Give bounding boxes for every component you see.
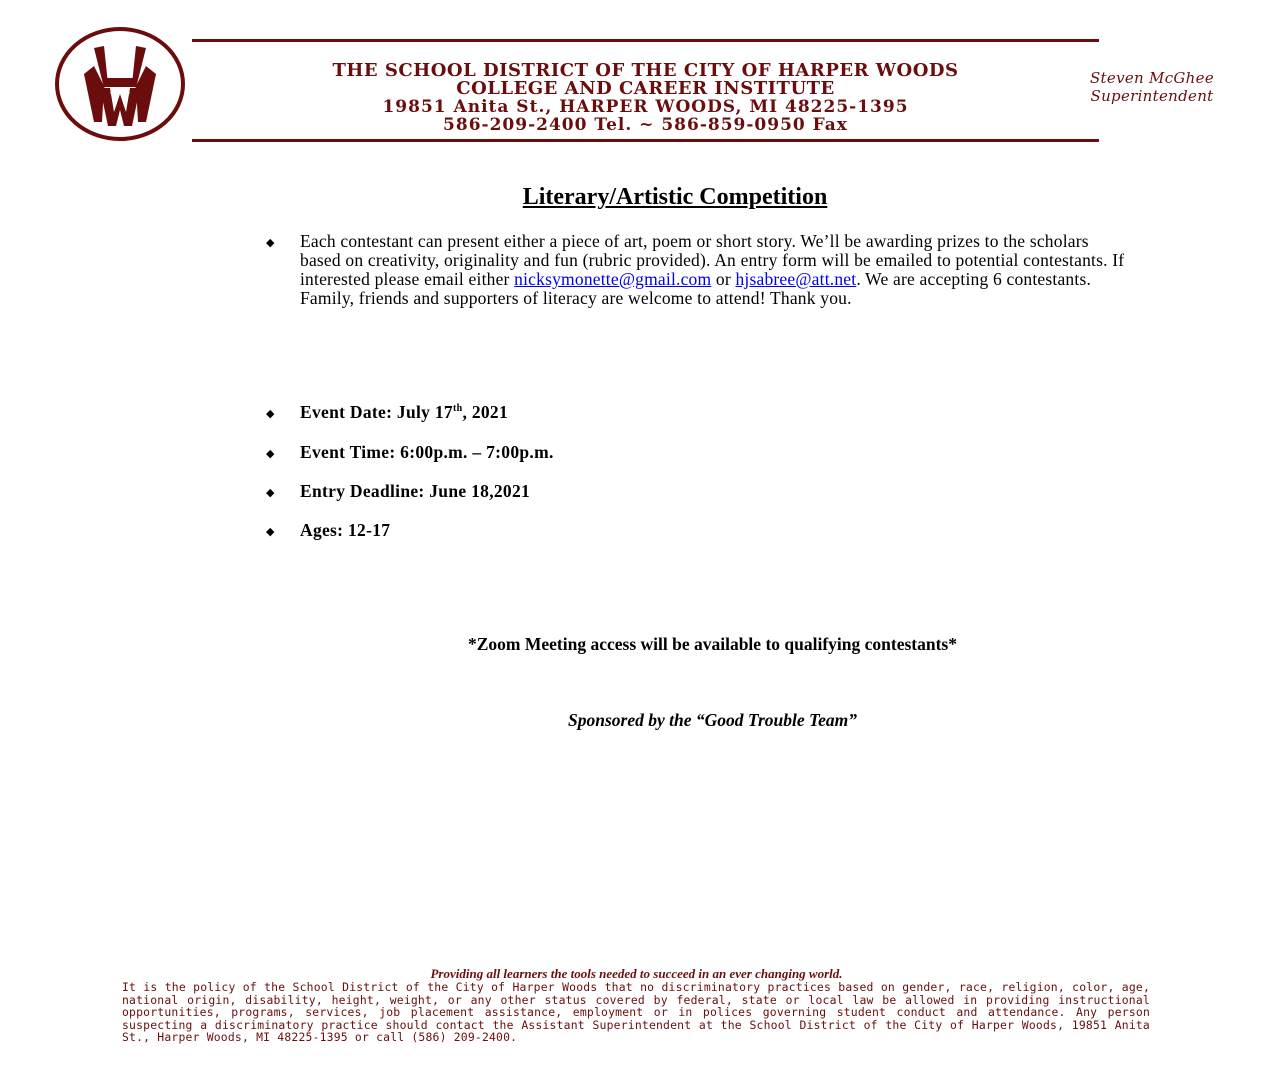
zoom-access-note: *Zoom Meeting access will be available to qualifying contestants* [467, 634, 957, 654]
harper-woods-hw-logo-icon [54, 26, 186, 142]
district-logo [54, 26, 186, 142]
event-date [300, 402, 508, 423]
institute-name: COLLEGE AND CAREER INSTITUTE [456, 78, 835, 99]
page-title: Literary/Artistic Competition [522, 184, 828, 210]
description-text: . We are accepting 6 contestants. Family, friends and supporters of literacy are welcome to attend! Thank you. [300, 268, 1092, 308]
competition-description [300, 232, 1130, 308]
diamond-bullet-icon: ◆ [266, 487, 275, 499]
district-address: 19851 Anita St., HARPER WOODS, MI 48225-1395 [382, 97, 909, 117]
district-name: THE SCHOOL DISTRICT OF THE CITY OF HARPER WOODS [332, 60, 959, 81]
district-phone-fax: 586-209-2400 Tel. ~ 586-859-0950 Fax [443, 115, 848, 135]
diamond-bullet-icon: ◆ [266, 408, 275, 420]
entry-deadline: Entry Deadline: June 18,2021 [300, 481, 531, 501]
event-date-text: Event Date: July 17 [300, 402, 453, 422]
email-link-hjsabree[interactable]: hjsabree@att.net [735, 268, 857, 289]
description-text: or [711, 268, 736, 289]
event-date-year: , 2021 [462, 402, 509, 422]
ages: Ages: 12-17 [300, 520, 391, 540]
diamond-bullet-icon: ◆ [266, 526, 275, 538]
diamond-bullet-icon: ◆ [266, 237, 275, 249]
event-time: Event Time: 6:00p.m. – 7:00p.m. [300, 442, 554, 462]
description-text: Each contestant can present either a piece of art, poem or short story. We’ll be awarding prizes to the scholars based on creativity, originality and fun (rubric provided). An entry form will be emailed to potential contestants. If interested please email either [300, 231, 1125, 289]
header-top-rule [192, 39, 1099, 42]
event-date-ordinal: th [452, 403, 463, 415]
superintendent-block [1062, 69, 1242, 105]
nondiscrimination-policy: It is the policy of the School District of the City of Harper Woods that no discriminatory practices based on gender, race, religion, color, age, national origin, disability, height, weight, or any other status covered by federal, state or local law be allowed in providing instructional opportunities, programs, services, job placement assistance, employment or in polices governing student conduct and attendance. Any person suspecting a discriminatory practice should contact the Assistant Superintendent at the School District of the City of Harper Woods, 19851 Anita St., Harper Woods, MI 48225-1395 or call (586) 209-2400. [122, 980, 1150, 1045]
sponsor-note: Sponsored by the “Good Trouble Team” [568, 710, 857, 730]
diamond-bullet-icon: ◆ [266, 448, 275, 460]
footer-motto: Providing all learners the tools needed to succeed in an ever changing world. [430, 966, 843, 981]
header-bottom-rule [192, 139, 1099, 142]
email-link-nicksymonette[interactable]: nicksymonette@gmail.com [514, 268, 712, 289]
superintendent-name: Steven McGhee [1089, 69, 1215, 87]
superintendent-title: Superintendent [1090, 87, 1214, 105]
